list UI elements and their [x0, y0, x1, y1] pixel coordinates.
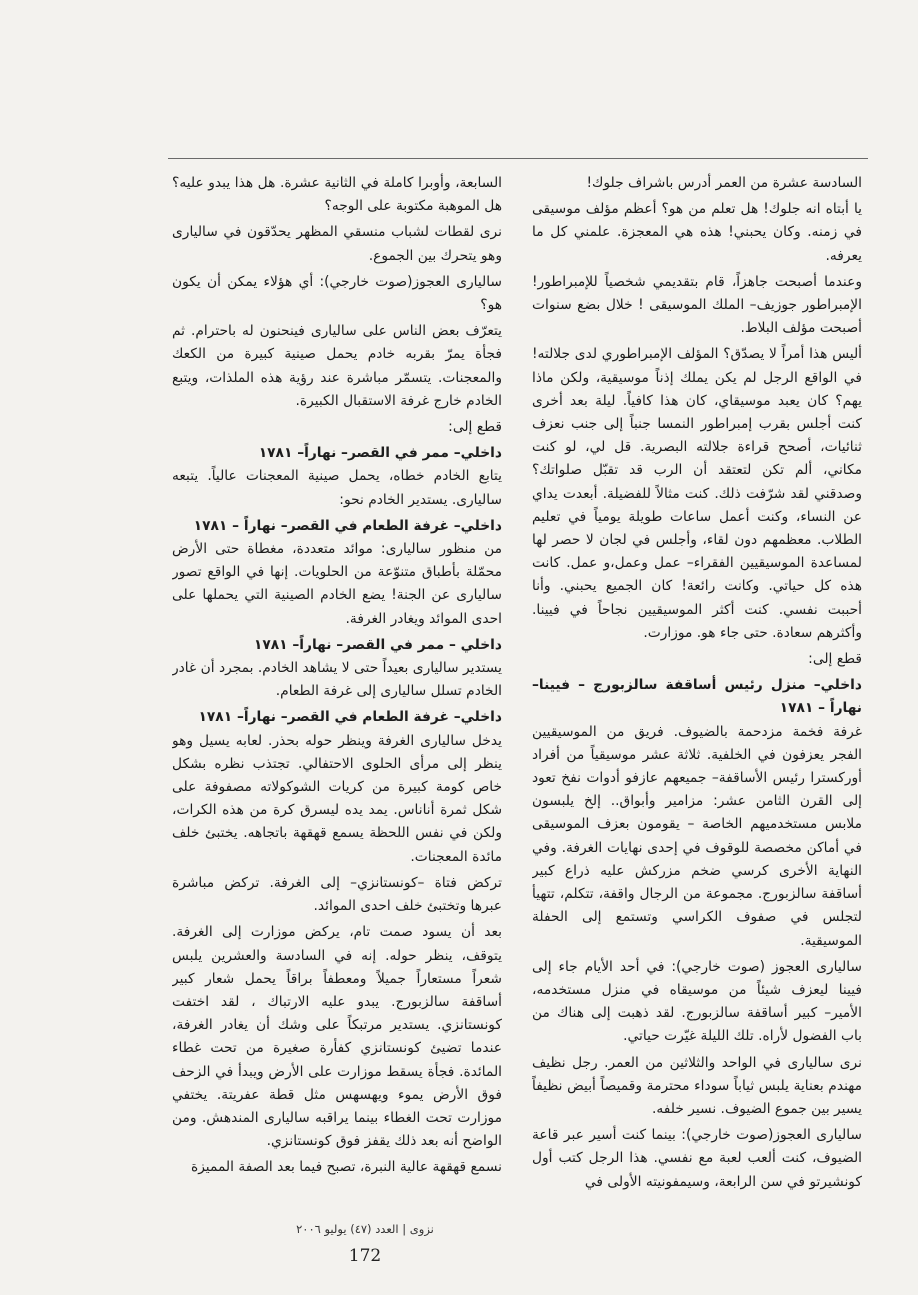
paragraph: قطع إلى: [808, 651, 862, 668]
paragraph: ساليارى العجوز(صوت خارجي): أي هؤلاء يمكن أن يكون هو؟ [172, 273, 502, 314]
paragraph: يستدير ساليارى بعيداً حتى لا يشاهد الخادم. بمجرد أن غادر الخادم تسلل ساليارى إلى غرفة الطعام. [172, 660, 502, 700]
paragraph: يدخل ساليارى الغرفة وينظر حوله بحذر. لعابه يسيل وهو ينظر إلى مرأى الحلوى الاحتفالي. تجتذب نظره بشكل خاص كومة كبيرة من كريات الشوكولاته مصفوفة على شكل ثمرة أناناس. يمد يده ليسرق كرة من هذه الكرات، ولكن في نفس اللحظة يسمع قهقهة باتجاهه. يختبئ خلف مائدة المعجنات. [172, 732, 502, 865]
paragraph: أليس هذا أمراً لا يصدّق؟ المؤلف الإمبراطوري لدى جلالته! في الواقع الرجل لم يكن يملك إذناً موسيقية، ولكن ماذا يهم؟ كان يعبد موسيقاي، كان هذا كافياً. ليلة بعد أخرى كنت أجلس بقرب إمبراطور النمسا جنباً إلى جنب نعزف ثنائيات، أصحح قراءة جلالته البصرية. قل لي، لو كنت مكاني، ألم تكن لتعتقد أن الرب قد تقبّل صلواتك؟ وصدقني لقد شرّفت ذلك. كنت مثالاً للفضيلة. أبعدت يداي عن النساء، وكنت أعمل ساعات طويلة يومياً في تعليم الطلاب. معظمهم دون لقاء، وأجلس في لجان لا حصر لها لمساعدة الموسيقيين الفقراء– عمل وعمل،و عمل. كانت هذه كل حياتي. وكانت رائعة! كان الجميع يحبني. وأنا أحببت نفسي. كنت أكثر الموسيقيين نجاحاً في فيينا. وأكثرهم سعادة. حتى جاء هو. موزارت. [532, 346, 862, 641]
page-number: 172 [348, 1246, 382, 1266]
paragraph: تركض فتاة –كونستانزي– إلى الغرفة. تركض مباشرة عبرها وتختبئ خلف احدى الموائد. [172, 874, 502, 915]
paragraph: وعندما أصبحت جاهزاً، قام بتقديمي شخصياً للإمبراطور! الإمبراطور جوزيف– الملك الموسيقى ! خلال بضع سنوات أصبحت مؤلف البلاط. [532, 273, 862, 337]
paragraph: قطع إلى: [448, 419, 502, 436]
paragraph: ساليارى العجوز(صوت خارجي): بينما كنت أسير عبر قاعة الضيوف، كنت ألعب لعبة مع نفسي. هذا الرجل كتب أول كونشيرتو في سن الرابعة، وسيمفونيته الأولى في [532, 1127, 862, 1190]
scene-heading: داخلي– غرفة الطعام في القصر– نهاراً – ١٧٨١ [193, 517, 502, 534]
paragraph: نرى ساليارى في الواحد والثلاثين من العمر. رجل نظيف مهندم بعناية يلبس ثياباً سوداء محترمة وقميصاً أبيض نظيفاً يسير بين جموع الضيوف. نسير خلفه. [532, 1054, 862, 1117]
scene-heading: داخلي– ممر في القصر– نهاراً– ١٧٨١ [258, 445, 502, 462]
scene-heading: داخلي – ممر في القصر– نهاراً– ١٧٨١ [253, 636, 502, 653]
paragraph: ساليارى العجوز (صوت خارجي): في أحد الأيام جاء إلى فيينا ليعزف شيئاً من موسيقاه في منزل مستخدمه، الأمير– كبير أساقفة سالزبورج. لقد ذهبت إلى هناك من باب الفضول لأراه. تلك الليلة غيّرت حياتي. [532, 958, 862, 1045]
paragraph: غرفة فخمة مزدحمة بالضيوف. فريق من الموسيقيين الفجر يعزفون في الخلفية. ثلاثة عشر موسيقياً من أفراد أوركسترا رئيس الأساقفة– جميعهم عازفو أدوات نفخ تعود إلى القرن الثامن عشر: مزامير وأبواق.. إلخ يلبسون ملابس مستخدميهم الخاصة – يقومون بعزف الموسيقى في أماكن مخصصة للوقوف في إحدى نهايات الغرفة. وفي النهاية الأخرى كرسي ضخم مزركش عليه ذراع كبير أساقفة سالزبورج. مجموعة من الرجال واقفة، تتكلم، تتهيأ لتجلس في صفوف الكراسي وتستمع إلى الحفلة الموسيقية. [532, 723, 862, 949]
paragraph: يتعرّف بعض الناس على ساليارى فينحنون له باحترام. ثم فجأة يمرّ بقربه خادم يحمل صينية كبيرة من الكعك والمعجنات. يتسمّر مباشرة عند رؤية هذه الملذات، ويتبع الخادم خارج غرفة الاستقبال الكبيرة. [172, 323, 502, 409]
paragraph: من منظور ساليارى: موائد متعددة، مغطاة حتى الأرض محمّلة بأطباق متنوّعة من الحلويات. إنها في الواقع تصور ساليارى عن الجنة! يضع الخادم الصينية التي يحملها على احدى الموائد ويغادر الغرفة. [172, 541, 502, 627]
paragraph: السادسة عشرة من العمر أدرس باشراف جلوك! [586, 175, 862, 191]
footer-issue-line: نزوى | العدد (٤٧) يوليو ٢٠٠٦ [296, 1222, 434, 1236]
paragraph: نسمع قهقهة عالية النبرة، تصبح فيما بعد الصفة المميزة [190, 1159, 502, 1176]
paragraph: يا أبتاه انه جلوك! هل تعلم من هو؟ أعظم مؤلف موسيقى في زمنه. وكان يحبني! هذه هي المعجزة. علمني كل ما يعرفه. [532, 201, 862, 264]
paragraph: يتابع الخادم خطاه، يحمل صينية المعجنات عالياً. يتبعه ساليارى. يستدير الخادم نحو: [172, 468, 502, 508]
left-column [172, 172, 502, 1190]
paragraph: السابعة، وأوبرا كاملة في الثانية عشرة. هل هذا يبدو عليه؟ هل الموهبة مكتوبة على الوجه؟ [172, 175, 502, 215]
scene-heading: داخلي– غرفة الطعام في القصر– نهاراً– ١٧٨١ [198, 709, 502, 726]
scene-heading: داخلي– منزل رئيس أساقفة سالزبورج – فيينا– نهاراً – ١٧٨١ [532, 677, 862, 717]
paragraph: نرى لقطات لشباب منسقي المظهر يحدّقون في ساليارى وهو يتحرك بين الجموع. [172, 224, 502, 264]
right-column [532, 172, 862, 1190]
paragraph: بعد أن يسود صمت تام، يركض موزارت إلى الغرفة. يتوقف، ينظر حوله. إنه في السادسة والعشرين يلبس شعراً مستعاراً جميلاً ومعطفاً براقاً يحمل شعار كبير أساقفة سالزبورج. يبدو عليه الارتباك ، لقد اختفت كونستانزي. يستدير مرتبكاً على وشك أن يغادر الغرفة، عندما تضيئ كونستانزي كفأرة صغيرة من تحت غطاء المائدة. فجأة يسقط موزارت على الأرض ويبدأ في الزحف فوق الأرض يموء ويهسهس مثل قطة عفريتة. يختفي موزارت تحت الغطاء بينما يراقبه ساليارى المندهش. ومن الواضح أنه بعد ذلك يقفز فوق كونستانزي. [172, 924, 502, 1150]
top-divider [168, 158, 868, 159]
